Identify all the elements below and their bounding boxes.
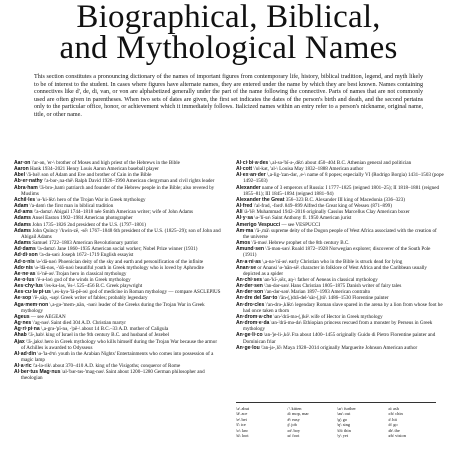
entry-definition: \,a-nə-'nī-əs\ early Christian who in the Bible is struck dead for lying (262, 258, 403, 265)
left-column (14, 160, 222, 382)
entry-headword: Aes·chy·lus (14, 283, 43, 290)
dictionary-entry (236, 246, 444, 258)
entry-headword: Abra·ham (14, 184, 38, 191)
entry-definition: — see VESPUCCI (281, 221, 321, 228)
entry-definition: \'ä-mən-sən\ Roald 1872–1928 Norwegian explorer; discoverer of the South Pole (1911) (243, 246, 431, 259)
pronunciation-key-item: \j\ job (286, 422, 297, 428)
entry-headword: Ali (236, 209, 243, 216)
entry-headword: Ad·di·son (14, 252, 38, 259)
pronunciation-key-item: \ə\ abut (236, 406, 250, 411)
entry-definition: \i-'nē-əs\ Trojan hero in classical mythology (36, 270, 127, 277)
entry-definition: \'an-drə-,klēz\ legendary Roman slave spared in the arena by a lion from whose foot he had once taken a thorn (243, 301, 443, 314)
entry-definition: \'ä-,mä\ supreme deity of the Dogon people of West Africa associated with the creation of the universe (243, 227, 437, 240)
entry-headword: Ado·nis (14, 264, 33, 271)
entry-headword: Achil·les (14, 196, 36, 203)
entry-definition: \'an-jə-,lō\ Maya 1928–2014 originally Marguerite Johnson American author (261, 344, 418, 351)
entry-definition: \ə-'dä-nəs\ Phoenician deity of the sky and earth and personification of the infinite (35, 258, 204, 265)
pronunciation-key-item: \o\ law (236, 427, 249, 433)
entry-headword: An·ge·lou (236, 344, 260, 351)
title-line-2: and Mythological Names (59, 30, 398, 66)
pronunciation-key (236, 402, 436, 438)
entry-definition: \ə-'lī-sə\ Saint Anthony fl. 1950 American jurist (254, 215, 352, 222)
entry-definition: \'es-kə-ləs, 'ēs-\ 525–456 B.C. Greek playwright (44, 283, 143, 290)
entry-definition: 356–323 B.C. Alexander III king of Macedonia (336–323) (285, 196, 405, 203)
entry-headword: An·chi·ses (236, 276, 263, 283)
pronunciation-key-item: \zh\ vision (387, 433, 406, 439)
pronunciation-key-item: \au\ out (337, 411, 351, 417)
entry-definition: — see AEGEAN (30, 313, 66, 320)
entry-definition: \'ā-,jaks\ hero in Greek mythology who kills himself during the Trojan War because the armor of Achilles is awarded to Odysseus (21, 338, 218, 351)
entry-headword: An·der·sen (236, 283, 263, 290)
entry-headword: Ad·ams (14, 209, 33, 216)
pronunciation-key-item: \ō\ go (387, 422, 398, 428)
pronunciation-key-item: \ch\ chin (387, 411, 403, 417)
entry-headword: Al·ad·din (14, 350, 37, 357)
entry-headword: Aar·on (14, 160, 31, 166)
entry-headword: Al·cott (236, 166, 253, 173)
entry-definition: \'ar-ən, 'er-\ brother of Moses and high priest of the Hebrews in the Bible (31, 160, 180, 166)
pronunciation-key-item: \ŋ\ sing (337, 422, 351, 428)
entry-headword: Adams (14, 215, 31, 222)
dictionary-entry (14, 228, 222, 240)
entry-headword: Al·fred (236, 203, 253, 210)
dictionary-entry (236, 320, 444, 332)
entry-headword: Al·ci·bi·a·des (236, 160, 269, 166)
entry-definition: \'än-(,)drā-del-'sär-(,)tō\ 1486–1530 Florentine painter (278, 295, 389, 302)
entry-definition: \ə-'dä-nəs, -'dō-nəs\ beautiful youth in Greek mythology who is loved by Aphrodite (34, 264, 204, 271)
entry-definition: \,a-grə-'pī-nə, -'pē-\ about 14 B.C.–33 A.D. mother of Caligula (41, 326, 169, 333)
entry-definition: \'ā-,hab\ king of Israel in the 9th century B.C. and husband of Jezebel (28, 332, 170, 339)
dictionary-entry (14, 185, 222, 197)
pronunciation-key-item: \ər\ further (337, 406, 356, 411)
entry-definition: John Quincy \'kwin-zē, -sē\ 1767–1848 6th president of the U.S. (1825–29); son of John and Abigail Adams (21, 227, 221, 240)
entry-headword: An·drom·e·da (236, 320, 270, 327)
dictionary-entry (236, 185, 444, 197)
entry-headword: Ad·dams (14, 246, 36, 253)
entry-headword: Adams (14, 221, 31, 228)
entry-definition: Hank 1934–2021 Henry Louis Aaron American baseball player (30, 166, 159, 173)
entry-definition: \'a-dəm\ the first man in biblical tradition (29, 203, 114, 210)
entry-definition: \an-'drä-mə-(,)kē\ wife of Hector in Greek mythology (273, 313, 383, 320)
entry-definition: \an-'je-li-,kō\ Fra about 1400–1455 originally Guido di Pietro Florentine painter and Dominican friar (243, 332, 436, 345)
dictionary-entry (236, 332, 444, 344)
entry-definition: \,al-sə-'bī-ə-,dēz\ about 450–404 B.C. Athenian general and politician (269, 160, 412, 166)
entry-definition: \an-'drä-mə-də\ Ethiopian princess rescued from a monster by Perseus in Greek mythology (243, 320, 433, 333)
pronunciation-key-item: \ī\ ice (236, 422, 246, 428)
entry-definition: \'ā-brə-,ham\ patriarch and founder of the Hebrew people in the Bible; also revered by Muslims (21, 184, 215, 197)
entry-headword: Al·ber·tus Mag·nus (14, 369, 61, 376)
entry-headword: Ab·er·nathy (14, 178, 43, 185)
entry-headword: Al·ex·an·der (236, 172, 266, 179)
entry-definition: John 1735–1826 2nd president of the U.S. (1797–1801) (32, 221, 146, 228)
entry-definition: \,es-kyə-'lā-pē-əs\ god of medicine in Roman mythology — compare ASCLEPIUS (52, 289, 221, 296)
pronunciation-key-item: \g\ go (337, 416, 348, 422)
entry-headword: Ageus (14, 313, 30, 320)
entry-definition: \al-'bər-təs-'mag-nəs\ Saint about 1200–1280 German philosopher and theologian (21, 369, 205, 382)
pronunciation-key-item: \ā\ ace (236, 411, 248, 417)
pronunciation-key-item: \ˈ\ kitten (286, 406, 302, 411)
dictionary-entry (236, 228, 444, 240)
entry-definition: \'ā-bəl\ son of Adam and Eve and brother of Cain in the Bible (26, 172, 152, 179)
entry-definition: \'a-də-sən\ Joseph 1672–1719 English essayist (39, 252, 134, 259)
entry-definition: \ə-'la-dᵊn\ youth in the Arabian Nights' Entertainments who comes into possession of a magic lamp (21, 350, 214, 363)
entry-headword: Al·y·sa (236, 215, 253, 222)
entry-headword: Ae·ne·as (14, 270, 36, 277)
entry-headword: Aaron (14, 166, 29, 173)
dictionary-entry (14, 302, 222, 314)
dictionary-entry (236, 265, 444, 277)
pronunciation-key-item: \u\ foot (286, 433, 300, 439)
entry-definition: \'ag-nəs\ Saint died 304 A.D. Christian martyr (32, 320, 126, 327)
entry-headword: Alexander (236, 184, 261, 191)
dictionary-entry (14, 369, 222, 381)
entry-headword: Amos (236, 240, 251, 247)
pronunciation-key-item: \i\ hit (387, 416, 397, 422)
entry-headword: An·dro·cles (236, 301, 265, 308)
entry-headword: Abel (14, 172, 26, 179)
entry-definition: \'an-dər-sən\ Hans Christian 1805–1875 Danish writer of fairy tales (264, 283, 402, 290)
right-column (236, 160, 444, 382)
pronunciation-key-item: \oi\ boy (286, 427, 301, 433)
dictionary-entry (236, 345, 444, 351)
entry-definition: \'an-dər-sən\ Marian 1897–1993 American contralto (264, 289, 371, 296)
entry-definition: \'a-dəmz\ Abigail 1744–1818 née Smith American writer; wife of John Adams (33, 209, 194, 216)
entry-headword: Adam (14, 203, 29, 210)
entry-headword: An·dre del Sar·to (236, 295, 278, 302)
section-title (0, 0, 457, 64)
entry-headword: Aga·mem·non (14, 301, 49, 308)
entry-headword: Ag·ri·pi·na (14, 326, 40, 333)
entry-definition: \'ol-kət, 'al-\ Louisa May 1832–1888 American author (253, 166, 364, 173)
entry-headword: Amund·sen (236, 246, 265, 253)
entries-columns (14, 160, 444, 382)
entry-definition: Ansel Easton 1902–1984 American photographer (32, 215, 133, 222)
pronunciation-key-item: \th\ the (387, 427, 400, 433)
dictionary-entry (14, 351, 222, 363)
pronunciation-key-item: \ü\ loot (236, 433, 249, 439)
entry-definition: \'a-lə-rik\ about 370–410 A.D. king of the Visigoths; conqueror of Rome (32, 363, 181, 370)
entry-definition: \'a-dəmz\ Jane 1860–1935 American social worker; Nobel Prize winner (1931) (37, 246, 198, 253)
entry-definition: \,a-lig-'zan-dər, ,e-\ name of 8 popes; especially VI (Rodrigo Borgia) 1431–1503 (pope 1492–1503) (243, 172, 444, 185)
entry-headword: Ae·o·lus (14, 276, 35, 283)
title-line-1: Biographical, Biblical, (76, 0, 381, 35)
entry-headword: Amerigo Vespucci (236, 221, 281, 228)
entry-headword: Am·ma (236, 227, 254, 234)
pronunciation-key-item: \ē\ easy (286, 416, 300, 422)
entry-headword: Anan·se (236, 264, 257, 271)
entry-definition: \ə-'ki-lēz\ hero of the Trojan War in Greek mythology (36, 196, 146, 203)
entry-headword: An·der·son (236, 289, 264, 296)
entry-headword: Ajax (14, 338, 25, 345)
entry-definition: \an-'kī-,sēz, aŋ-\ father of Aeneas in classical mythology (263, 276, 378, 283)
pronunciation-key-item: \y\ yet (337, 433, 349, 439)
entry-headword: Alexander the Great (236, 196, 285, 203)
entry-headword: Ad·o·nis (14, 258, 35, 265)
entry-definition: \'a-bər-,na-thē\ Ralph David 1926–1990 American clergyman and civil rights leader (43, 178, 215, 185)
dictionary-entry (14, 339, 222, 351)
pronunciation-key-item: \a\ ash (387, 406, 399, 411)
entry-definition: \,a-gə-'mem-,nän, -nən\ leader of the Greeks during the Trojan War in Greek mythology (21, 301, 205, 314)
entry-headword: Aes·cu·la·pi·us (14, 289, 51, 296)
dictionary-entry (236, 172, 444, 184)
pronunciation-key-item: \e\ bet (236, 416, 247, 422)
entry-definition: \'ē-ə-ləs\ god of the winds in Greek mythology (35, 276, 131, 283)
pronunciation-key-item: \ä\ mop, mar (286, 411, 309, 417)
intro-paragraph: This section constitutes a pronouncing dictionary of the names of important figures from contemporary life, history, biblical tradition, legend, and myth likely to be of interest to the student. In cases where figures have alternate names, they are entered under the name by which they are best known. Names containing connectives like d', de, di, van, or von are alphabetized generally under the part of the name following the connective. Parts of names that are not commonly used are often given in parentheses. When two sets of dates are given, the first set indicates the dates of the person's birth and death, and the second pertains only to the particular office, honor, or achievement which it immediately follows. Italicized names within an entry refer to a person's nickname, original name, title, or other name. (34, 74, 423, 118)
entry-definition: \ä-'lē\ Muhammad 1942–2016 originally Cassius Marcellus Clay American boxer (243, 209, 410, 216)
entry-headword: Ae·sop (14, 295, 32, 302)
entry-definition: \'ē-,säp, -səp\ Greek writer of fables; probably legendary (32, 295, 148, 302)
entry-definition: \'ā-məs\ Hebrew prophet of the 8th century B.C. (251, 240, 350, 247)
entry-headword: An·a·ni·as (236, 258, 261, 265)
entry-definition: \'al-frəd, -fərd\ 849–899 Alfred the Great king of Wessex (871–899) (253, 203, 392, 210)
entry-definition: Samuel 1722–1803 American Revolutionary patriot (32, 240, 138, 247)
dictionary-entry (236, 302, 444, 314)
entry-headword: Al·a·ric (14, 363, 32, 370)
entry-headword: An·drom·a·che (236, 313, 273, 320)
entry-definition: or Anansi \ə-'nän-sē\ character in folklore of West Africa and the Caribbean usually depicted as a spider (243, 264, 427, 277)
entry-headword: An·ge·li·co (236, 332, 263, 339)
entry-headword: Adams (14, 240, 31, 247)
entry-definition: name of 3 emperors of Russia: I 1777–1825 (reigned 1801–25); II 1818–1881 (reigned 1855–81); III 1845–1894 (reigned 1881–94) (243, 184, 440, 197)
entry-headword: Adams (14, 227, 31, 234)
pronunciation-key-item: \th\ thin (337, 427, 351, 433)
entry-headword: Ag·nes (14, 320, 32, 327)
entry-headword: Ahab (14, 332, 27, 339)
